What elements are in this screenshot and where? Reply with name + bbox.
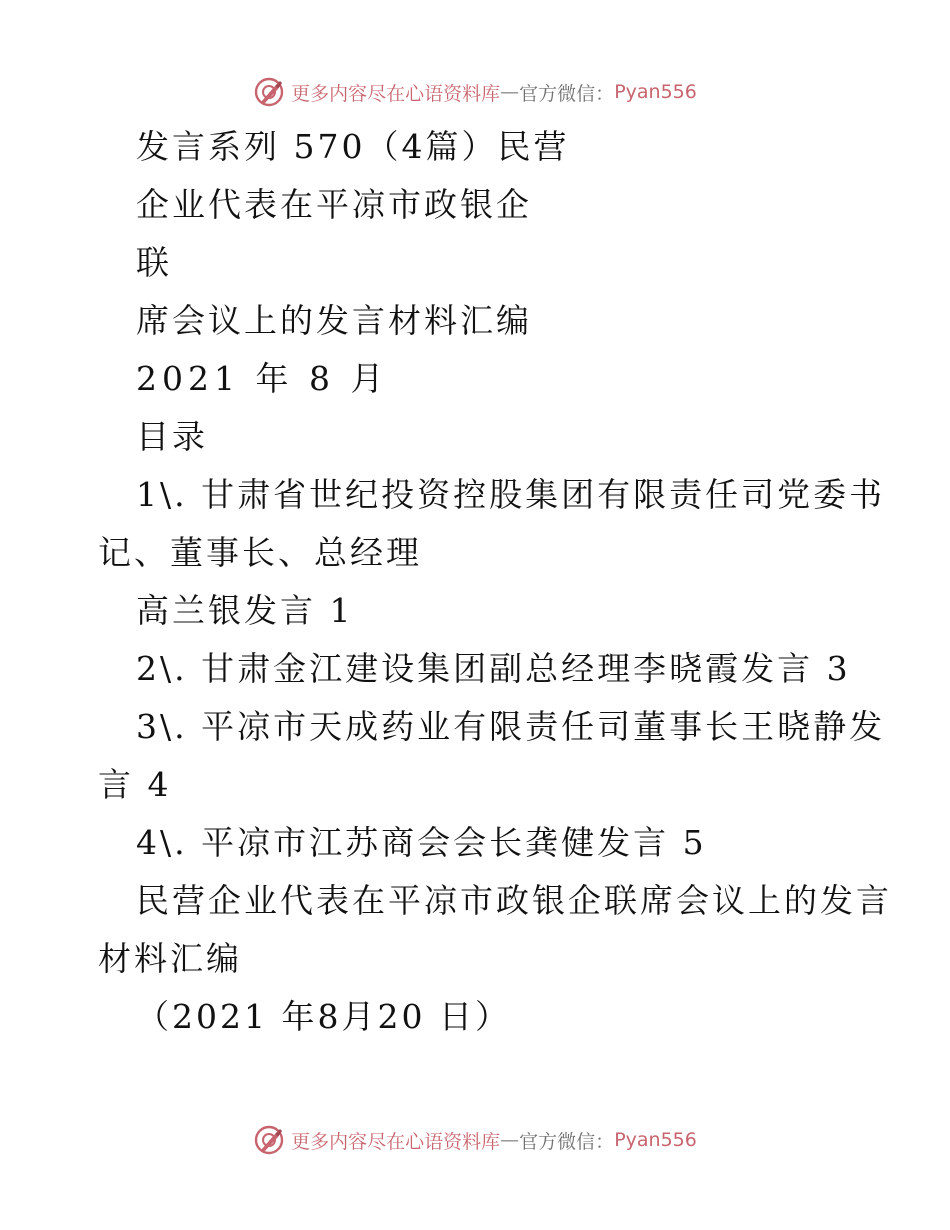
title-line-3: 联	[136, 243, 172, 282]
title-line-2: 企业代表在平凉市政银企	[136, 185, 532, 224]
header-watermark	[0, 72, 950, 112]
watermark-wechat-label: 官方微信：	[519, 82, 615, 105]
title-line-4: 席会议上的发言材料汇编	[136, 301, 532, 340]
watermark-text: 更多内容尽在心语资料库	[291, 82, 501, 105]
section-title-line-2: 材料汇编	[98, 939, 242, 978]
toc-item-1-cont: 记、董事长、总经理	[98, 533, 422, 572]
watermark-dash: —	[500, 81, 520, 103]
watermark-text: 更多内容尽在心语资料库	[291, 1130, 501, 1153]
title-line-1: 发言系列 570（4篇）民营	[136, 127, 570, 166]
toc-heading: 目录	[136, 417, 208, 456]
toc-item-3: 3\. 平凉市天成药业有限责任司董事长王晓静发	[136, 707, 886, 746]
section-date: （2021 年8月20 日）	[136, 997, 511, 1036]
document-body	[98, 118, 892, 1046]
toc-item-1: 1\. 甘肃省世纪投资控股集团有限责任司党委书	[136, 475, 886, 514]
section-title-line-1: 民营企业代表在平凉市政银企联席会议上的发言	[136, 881, 892, 920]
toc-item-4: 4\. 平凉市江苏商会会长龚健发言 5	[136, 823, 707, 862]
watermark-dash: —	[500, 1129, 520, 1151]
footer-watermark	[0, 1120, 950, 1160]
toc-item-1-cont-2: 高兰银发言 1	[136, 591, 354, 630]
watermark-wechat-id: Pyan556	[614, 81, 697, 103]
toc-item-2: 2\. 甘肃金江建设集团副总经理李晓霞发言 3	[136, 649, 851, 688]
pen-logo-icon	[253, 76, 285, 108]
pen-logo-icon	[253, 1124, 285, 1156]
watermark-wechat-id: Pyan556	[614, 1129, 697, 1151]
date-line: 2021 年 8 月	[136, 359, 389, 398]
watermark-wechat-label: 官方微信：	[519, 1130, 615, 1153]
toc-item-3-cont: 言 4	[98, 765, 172, 804]
